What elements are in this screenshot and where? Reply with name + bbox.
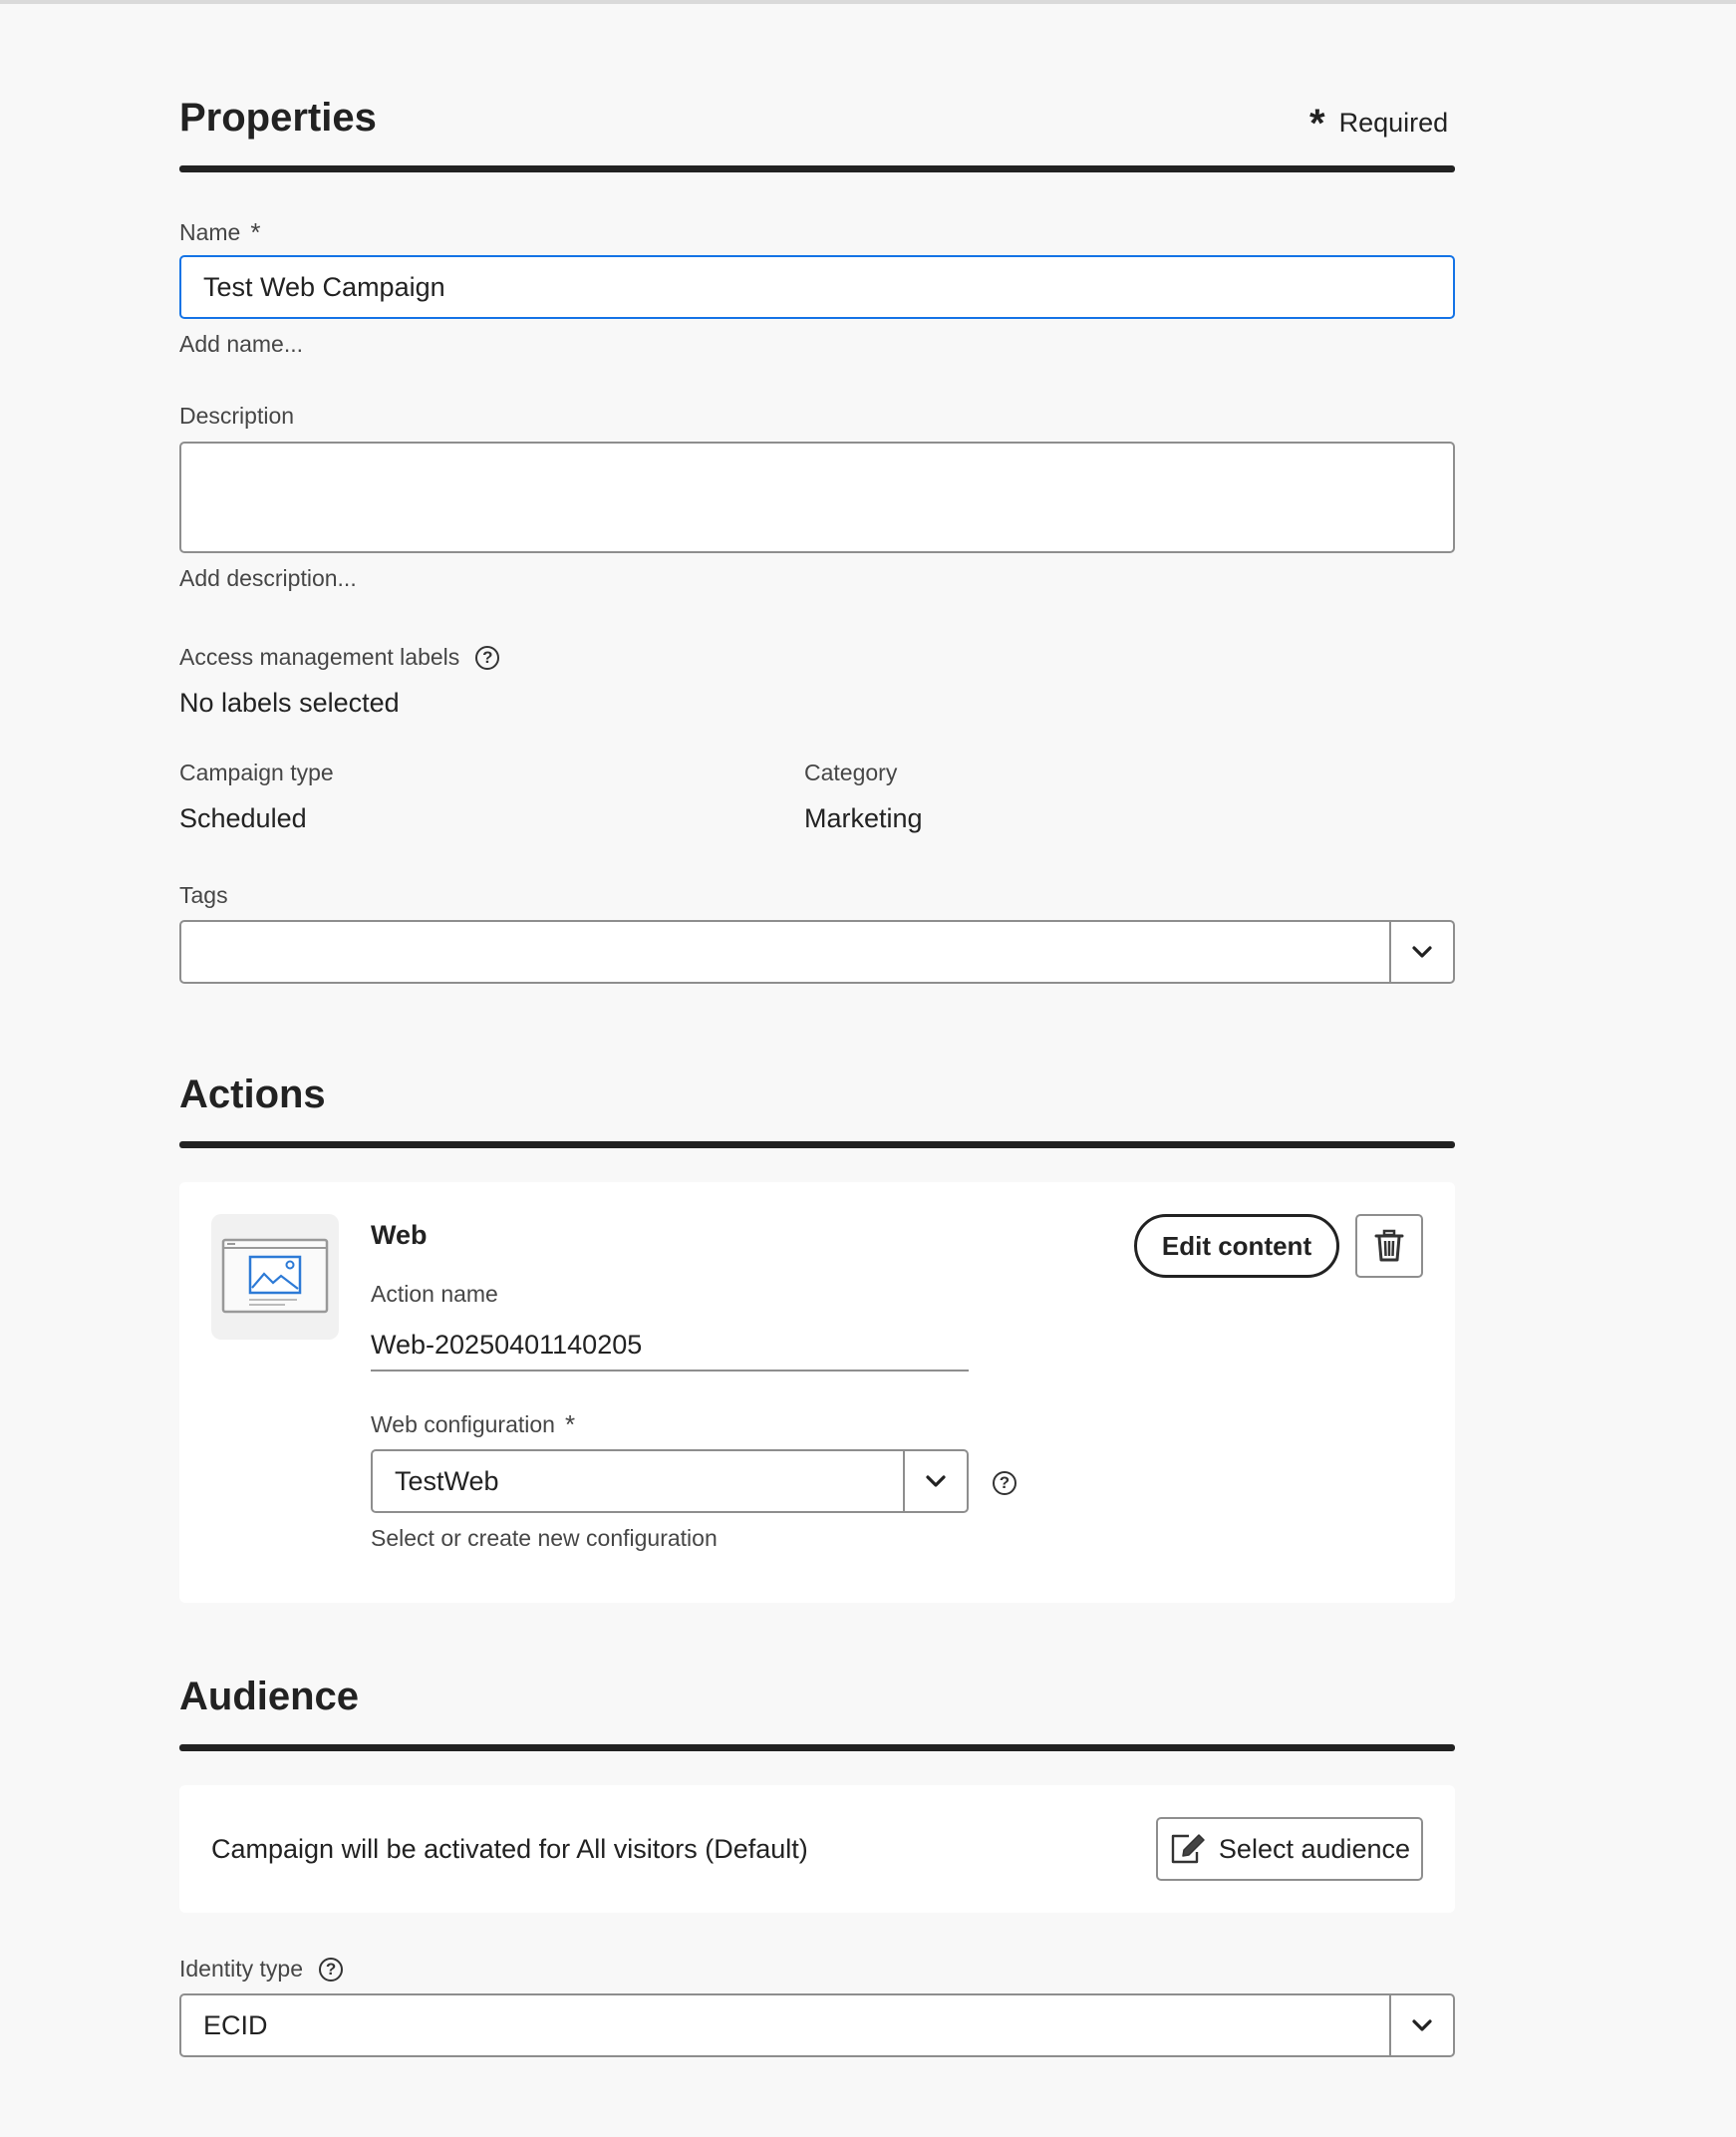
actions-heading: Actions: [179, 1072, 326, 1116]
select-audience-label: Select audience: [1218, 1833, 1411, 1864]
audience-card: [179, 1785, 1455, 1913]
audience-rule: [179, 1744, 1455, 1751]
trash-icon: [1374, 1229, 1404, 1263]
campaign-type-label: Campaign type: [179, 760, 334, 785]
category-label: Category: [804, 760, 898, 785]
tags-combobox[interactable]: [179, 920, 1455, 984]
edit-content-button[interactable]: Edit content: [1134, 1214, 1339, 1278]
web-channel-thumbnail: [211, 1214, 339, 1340]
asterisk-icon: *: [1309, 101, 1325, 146]
web-config-dropdown-button[interactable]: [903, 1451, 967, 1511]
access-labels-row: [179, 644, 499, 671]
properties-heading: Properties: [179, 96, 377, 140]
description-help-text: Add description...: [179, 565, 357, 591]
identity-type-picker[interactable]: [179, 1993, 1455, 2057]
tags-label: Tags: [179, 882, 228, 908]
category-value: Marketing: [804, 803, 923, 833]
web-action-card: [179, 1182, 1455, 1603]
name-label-row: [179, 217, 260, 248]
tags-dropdown-button[interactable]: [1389, 922, 1453, 982]
action-name-value: Web-20250401140205: [371, 1330, 643, 1360]
access-labels-label: Access management labels: [179, 644, 460, 670]
audience-heading: Audience: [179, 1675, 360, 1718]
actions-rule: [179, 1141, 1455, 1148]
help-icon[interactable]: ?: [475, 646, 499, 670]
description-textarea[interactable]: [179, 442, 1455, 553]
web-config-value: TestWeb: [395, 1465, 499, 1496]
delete-action-button[interactable]: [1355, 1214, 1423, 1278]
action-name-input[interactable]: [371, 1330, 969, 1372]
identity-type-dropdown-button[interactable]: [1389, 1995, 1453, 2055]
chevron-down-icon: [1411, 2018, 1433, 2032]
web-config-picker[interactable]: [371, 1449, 969, 1513]
chevron-down-icon: [1411, 945, 1433, 959]
campaign-type-value: Scheduled: [179, 803, 307, 833]
name-input[interactable]: [179, 255, 1455, 319]
name-input-value: Test Web Campaign: [203, 271, 445, 302]
required-asterisk: *: [564, 1409, 576, 1439]
action-channel-title: Web: [371, 1220, 428, 1250]
audience-message: Campaign will be activated for All visitors (Default): [211, 1833, 808, 1864]
required-label: Required: [1338, 108, 1449, 138]
web-config-help-text: Select or create new configuration: [371, 1525, 718, 1551]
identity-type-label: Identity type: [179, 1956, 304, 1982]
select-audience-button[interactable]: [1156, 1817, 1423, 1881]
required-asterisk: *: [250, 217, 261, 247]
access-labels-value: No labels selected: [179, 688, 400, 718]
chevron-down-icon: [925, 1474, 947, 1488]
action-name-label: Action name: [371, 1281, 498, 1307]
properties-rule: [179, 165, 1455, 172]
help-icon[interactable]: ?: [993, 1471, 1016, 1495]
name-label: Name: [179, 219, 241, 245]
top-divider: [0, 0, 1736, 4]
web-config-label-row: [371, 1409, 575, 1440]
required-legend: [1309, 101, 1449, 146]
help-icon[interactable]: ?: [319, 1958, 343, 1982]
edit-icon: [1169, 1832, 1205, 1866]
description-label: Description: [179, 403, 295, 429]
name-help-text: Add name...: [179, 331, 304, 357]
web-channel-icon: [211, 1214, 339, 1340]
identity-type-label-row: [179, 1956, 343, 1983]
web-config-label: Web configuration: [371, 1411, 555, 1437]
identity-type-value: ECID: [203, 2009, 268, 2040]
